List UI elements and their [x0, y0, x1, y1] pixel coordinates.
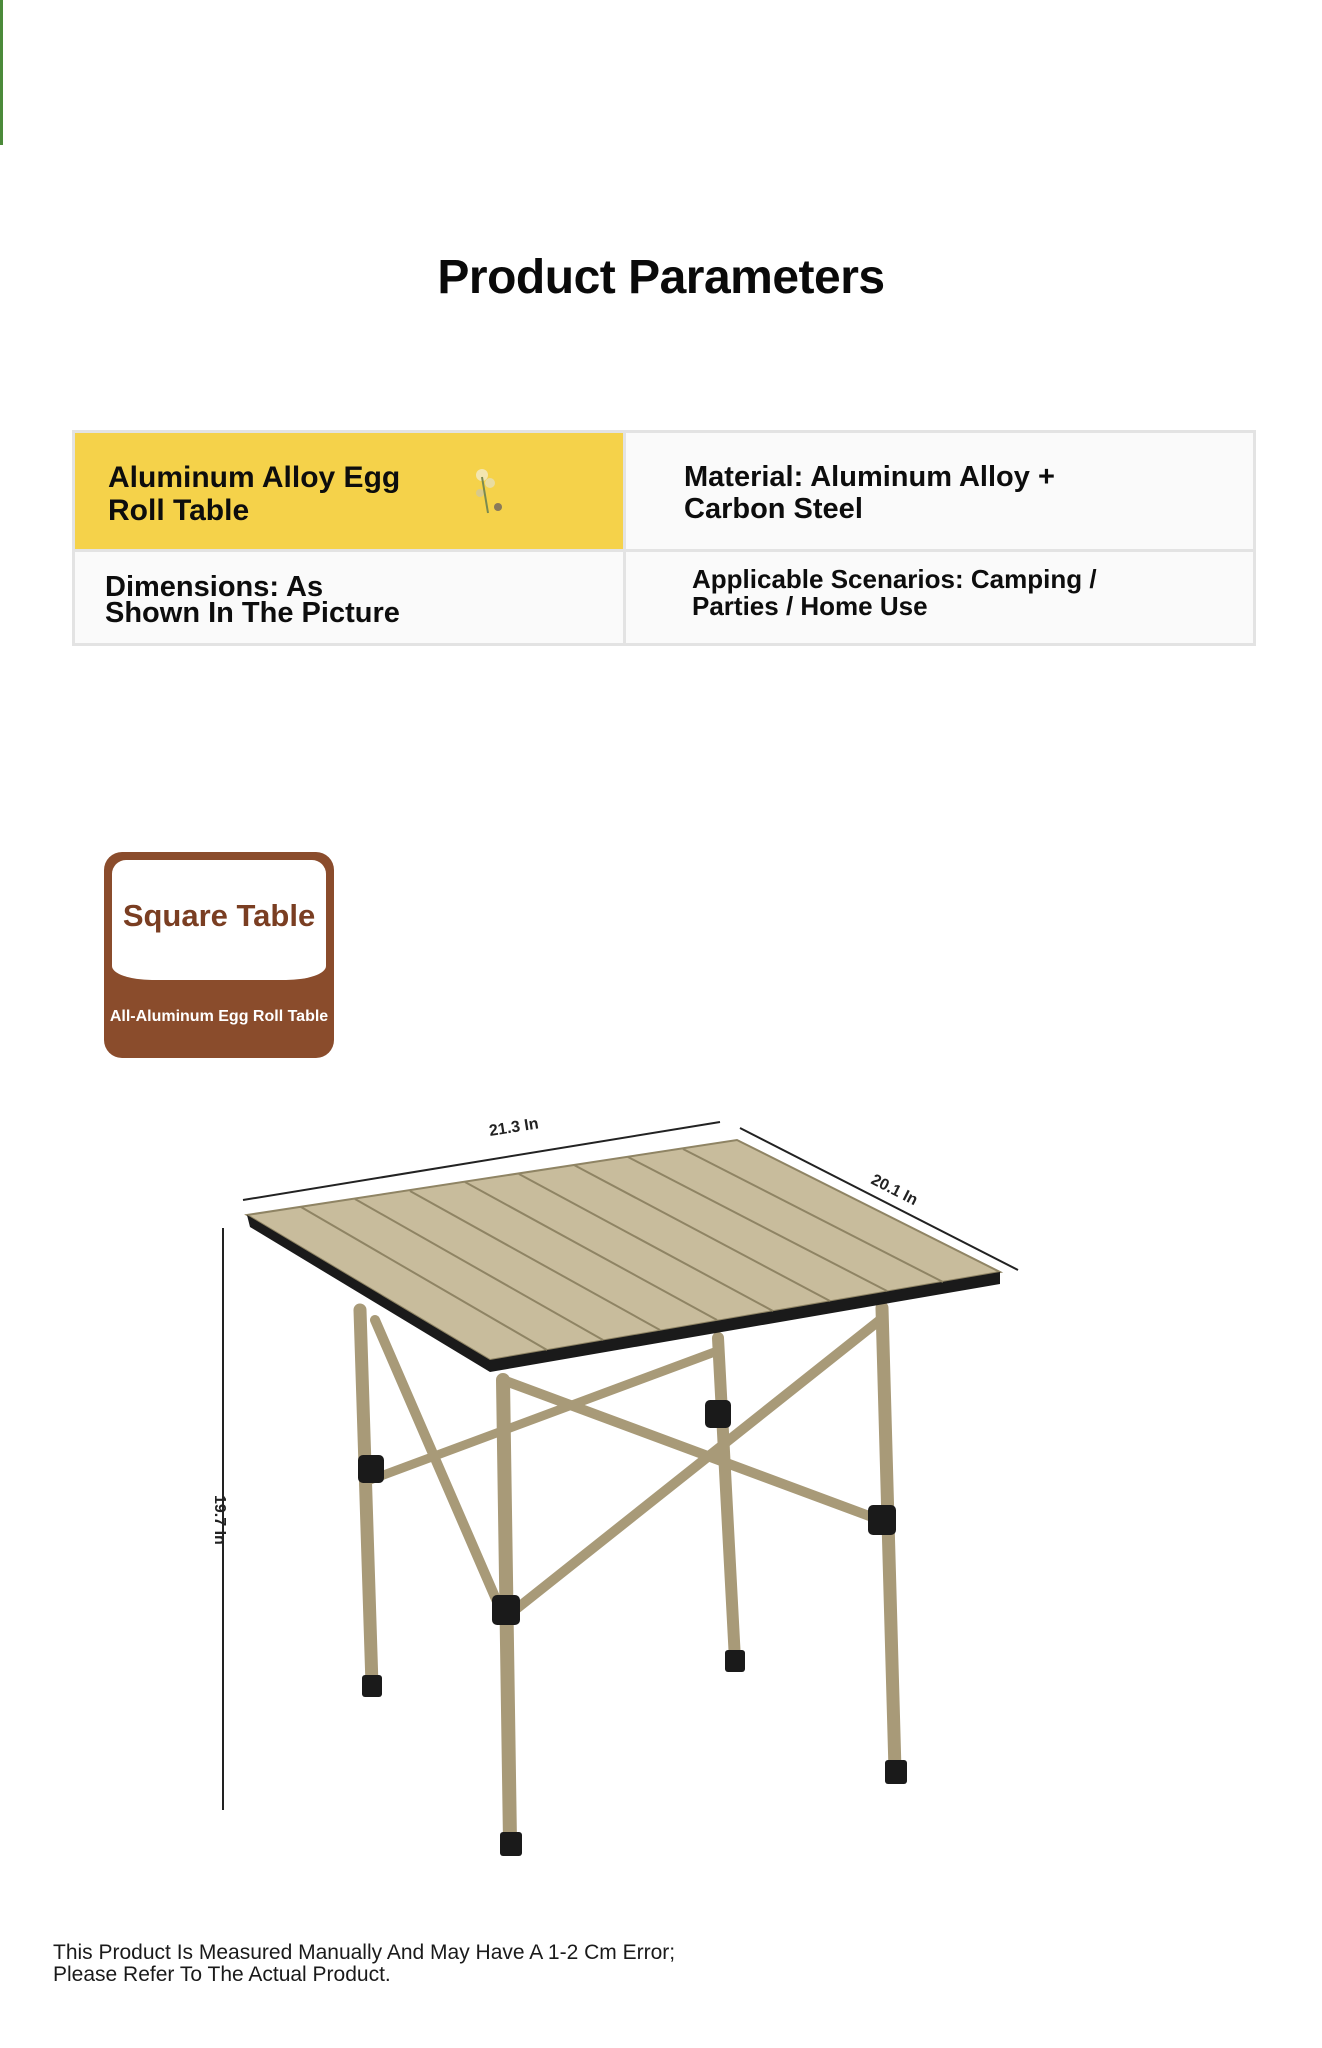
param-product-name-cell	[75, 433, 623, 549]
dimension-height-label: 19.7 In	[211, 1495, 228, 1545]
left-edge-decoration	[0, 0, 3, 145]
badge-subtitle: All-Aluminum Egg Roll Table	[109, 1008, 329, 1025]
dimension-depth-label: 20.1 In	[868, 1171, 921, 1210]
note-line-1: This Product Is Measured Manually And May Have A 1-2 Cm Error;	[53, 1941, 676, 1964]
page-title: Product Parameters	[437, 251, 885, 304]
dimension-height-line	[211, 1228, 228, 1810]
parameters-table	[72, 430, 1256, 646]
param-material: Material: Aluminum Alloy + Carbon Steel	[684, 461, 1055, 525]
dimension-width-label: 21.3 In	[487, 1115, 540, 1140]
param-scenarios-cell	[623, 549, 1253, 643]
flower-decoration-icon	[468, 463, 508, 519]
table-legs	[360, 1308, 895, 1842]
param-scenarios: Applicable Scenarios: Camping / Parties / Home Use	[692, 564, 1097, 621]
param-product-name: Aluminum Alloy Egg Roll Table	[108, 461, 401, 527]
param-material-cell	[623, 433, 1253, 549]
square-table-badge	[104, 852, 334, 1058]
table-product-illustration	[0, 1080, 1322, 1880]
param-dimensions: Dimensions: As Shown In The Picture	[105, 571, 400, 629]
measurement-note	[53, 1942, 675, 1986]
note-line-2: Please Refer To The Actual Product.	[53, 1963, 391, 1986]
param-dimensions-cell	[75, 549, 623, 643]
badge-title: Square Table	[122, 898, 316, 933]
